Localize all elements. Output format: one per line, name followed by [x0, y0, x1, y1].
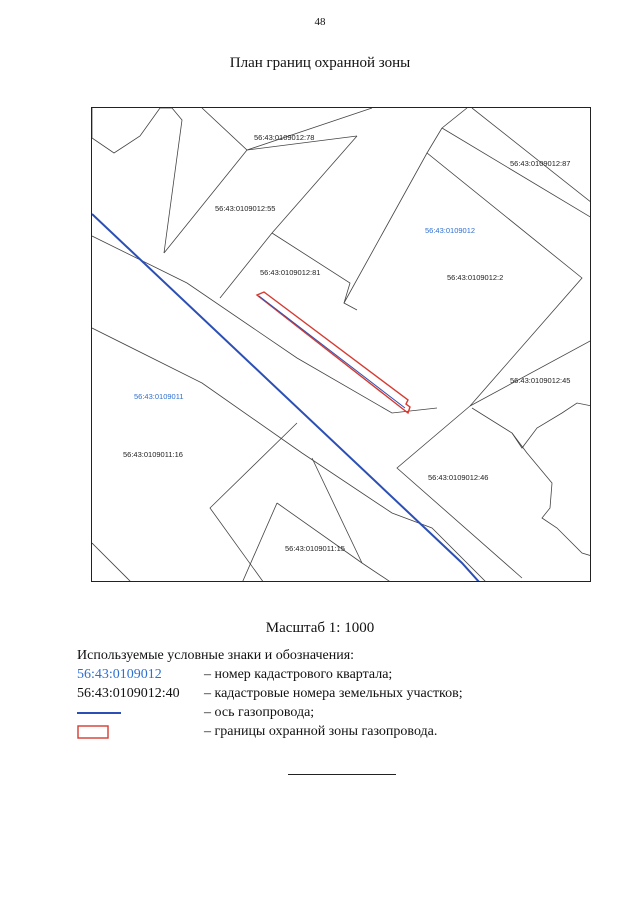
legend-axis-line-icon: [77, 703, 205, 722]
map-title: План границ охранной зоны: [229, 55, 411, 71]
parcel-label-81: 56:43:0109012:81: [260, 268, 321, 277]
legend-row-parcel: [77, 684, 597, 703]
parcel-label-87: 56:43:0109012:87: [510, 159, 571, 168]
quarter-label-0109012: 56:43:0109012: [425, 226, 476, 235]
legend-desc-parcel: – кадастровые номера земельных участков;: [204, 686, 463, 701]
parcel-boundaries: [92, 108, 591, 582]
map-canvas: [92, 108, 591, 582]
parcel-label-45: 56:43:0109012:45: [510, 376, 571, 385]
parcel-label-2: 56:43:0109012:2: [447, 273, 504, 282]
legend-desc-quarter: – номер кадастрового квартала;: [204, 667, 393, 682]
parcel-label-16: 56:43:0109011:16: [123, 450, 183, 459]
legend-desc-axis: – ось газопровода;: [204, 705, 315, 720]
legend-heading: Используемые условные знаки и обозначения:: [77, 648, 355, 663]
page-number: 48: [314, 16, 326, 28]
parcel-label-15: 56:43:0109011:15: [285, 544, 345, 553]
cadastral-map[interactable]: [91, 107, 591, 582]
legend-row-quarter: [77, 665, 597, 684]
quarter-label-0109011: 56:43:0109011: [134, 392, 184, 401]
legend-sample-quarter: 56:43:0109012: [77, 667, 162, 682]
legend-zone-rect-icon: [77, 722, 205, 741]
map-scale: Масштаб 1: 1000: [265, 620, 375, 636]
legend-row-zone: [77, 722, 597, 741]
gas-protection-zone: [257, 292, 410, 413]
parcel-label-55: 56:43:0109012:55: [215, 204, 276, 213]
legend: [77, 646, 597, 741]
footer-divider: [288, 774, 396, 775]
legend-sample-parcel: 56:43:0109012:40: [77, 686, 180, 701]
legend-row-axis: [77, 703, 597, 722]
legend-desc-zone: – границы охранной зоны газопровода.: [204, 724, 438, 739]
parcel-label-46: 56:43:0109012:46: [428, 473, 489, 482]
parcel-label-78: 56:43:0109012:78: [254, 133, 315, 142]
